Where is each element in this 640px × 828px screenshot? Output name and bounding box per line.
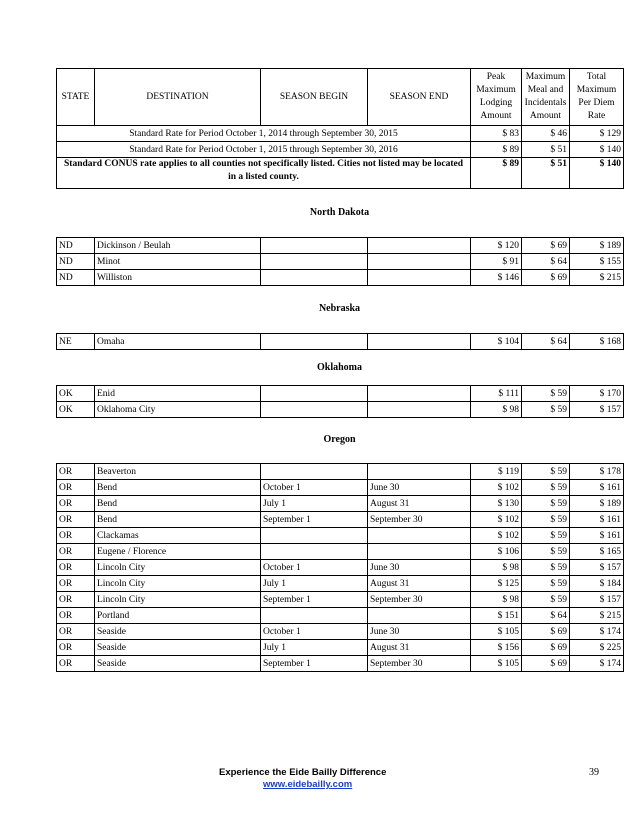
destination-cell: Williston [95, 270, 261, 286]
lodging-cell: $ 120 [471, 238, 522, 254]
season-begin-cell [261, 386, 368, 402]
season-begin-cell [261, 608, 368, 624]
col-header-season-begin: SEASON BEGIN [261, 69, 368, 126]
total-cell: $ 184 [570, 576, 624, 592]
standard-rate-row [57, 142, 624, 158]
destination-cell: Enid [95, 386, 261, 402]
rates-table-oregon [56, 463, 624, 672]
season-begin-cell [261, 544, 368, 560]
page-number: 39 [589, 767, 599, 778]
meals-cell: $ 59 [522, 386, 570, 402]
table-row [57, 270, 624, 286]
total-header-line: Maximum [576, 85, 617, 95]
meals-header-line: Meal and [527, 85, 564, 95]
total-cell: $ 225 [570, 640, 624, 656]
season-end-cell: June 30 [368, 480, 471, 496]
season-begin-cell: October 1 [261, 480, 368, 496]
total-cell: $ 174 [570, 656, 624, 672]
lodging-cell: $ 98 [471, 560, 522, 576]
destination-cell: Clackamas [95, 528, 261, 544]
rates-table-nebraska [56, 333, 624, 350]
conus-meals: $ 51 [522, 158, 570, 189]
meals-cell: $ 69 [522, 238, 570, 254]
footer-link[interactable]: www.eidebailly.com [263, 779, 353, 790]
meals-cell: $ 59 [522, 592, 570, 608]
lodging-header-line: Peak [486, 72, 506, 82]
meals-cell: $ 59 [522, 496, 570, 512]
col-header-state: STATE [57, 69, 95, 126]
conus-rate-label: Standard CONUS rate applies to all counties not specifically listed. Cities not listed may be located in a listed county. [57, 158, 471, 189]
meals-cell: $ 69 [522, 640, 570, 656]
table-row [57, 386, 624, 402]
season-begin-cell [261, 528, 368, 544]
standard-rate-label: Standard Rate for Period October 1, 2014 through September 30, 2015 [57, 126, 471, 142]
lodging-cell: $ 91 [471, 254, 522, 270]
meals-cell: $ 59 [522, 544, 570, 560]
table-row [57, 480, 624, 496]
destination-cell: Lincoln City [95, 592, 261, 608]
destination-cell: Seaside [95, 624, 261, 640]
total-header-line: Rate [587, 111, 606, 121]
state-cell: OR [57, 496, 95, 512]
state-cell: ND [57, 254, 95, 270]
state-cell: OK [57, 386, 95, 402]
state-cell: OK [57, 402, 95, 418]
lodging-cell: $ 105 [471, 624, 522, 640]
table-row [57, 608, 624, 624]
total-cell: $ 157 [570, 560, 624, 576]
lodging-cell: $ 106 [471, 544, 522, 560]
season-end-cell: August 31 [368, 576, 471, 592]
table-row [57, 528, 624, 544]
meals-cell: $ 59 [522, 560, 570, 576]
lodging-cell: $ 98 [471, 402, 522, 418]
state-cell: OR [57, 512, 95, 528]
season-end-cell [368, 386, 471, 402]
state-cell: OR [57, 528, 95, 544]
total-cell: $ 161 [570, 512, 624, 528]
lodging-cell: $ 151 [471, 608, 522, 624]
meals-cell: $ 64 [522, 334, 570, 350]
table-row [57, 576, 624, 592]
col-header-meals [522, 69, 570, 126]
season-begin-cell [261, 464, 368, 480]
season-begin-cell [261, 402, 368, 418]
rates-table-oklahoma [56, 385, 624, 418]
meals-header-line: Maximum [525, 72, 566, 82]
total-cell: $ 161 [570, 528, 624, 544]
lodging-cell: $ 125 [471, 576, 522, 592]
table-row [57, 592, 624, 608]
total-cell: $ 215 [570, 608, 624, 624]
meals-cell: $ 69 [522, 656, 570, 672]
destination-cell: Minot [95, 254, 261, 270]
table-row [57, 624, 624, 640]
table-row [57, 238, 624, 254]
total-cell: $ 161 [570, 480, 624, 496]
season-begin-cell: July 1 [261, 576, 368, 592]
rates-table-north-dakota [56, 237, 624, 286]
total-cell: $ 189 [570, 496, 624, 512]
total-cell: $ 215 [570, 270, 624, 286]
conus-lodging: $ 89 [471, 158, 522, 189]
col-header-total [570, 69, 624, 126]
lodging-cell: $ 130 [471, 496, 522, 512]
header-table [56, 68, 624, 189]
meals-cell: $ 59 [522, 402, 570, 418]
total-cell: $ 168 [570, 334, 624, 350]
season-end-cell [368, 528, 471, 544]
destination-cell: Bend [95, 480, 261, 496]
season-begin-cell [261, 334, 368, 350]
season-end-cell: September 30 [368, 656, 471, 672]
destination-cell: Eugene / Florence [95, 544, 261, 560]
season-begin-cell: September 1 [261, 512, 368, 528]
season-end-cell: August 31 [368, 496, 471, 512]
standard-total: $ 129 [570, 126, 624, 142]
destination-cell: Seaside [95, 656, 261, 672]
total-cell: $ 165 [570, 544, 624, 560]
table-row [57, 560, 624, 576]
state-cell: OR [57, 592, 95, 608]
section-title-oregon: Oregon [323, 434, 356, 445]
conus-rate-row [57, 158, 624, 189]
meals-cell: $ 59 [522, 464, 570, 480]
destination-cell: Oklahoma City [95, 402, 261, 418]
season-begin-cell [261, 254, 368, 270]
state-cell: OR [57, 624, 95, 640]
season-begin-cell: September 1 [261, 592, 368, 608]
total-cell: $ 189 [570, 238, 624, 254]
season-end-cell: June 30 [368, 560, 471, 576]
standard-lodging: $ 89 [471, 142, 522, 158]
total-cell: $ 157 [570, 592, 624, 608]
total-cell: $ 157 [570, 402, 624, 418]
table-row [57, 656, 624, 672]
state-cell: NE [57, 334, 95, 350]
table-row [57, 254, 624, 270]
section-title-nebraska: Nebraska [318, 303, 361, 314]
table-row [57, 334, 624, 350]
state-cell: OR [57, 544, 95, 560]
lodging-header-line: Lodging [479, 98, 513, 108]
total-header-line: Per Diem [578, 98, 615, 108]
total-cell: $ 155 [570, 254, 624, 270]
col-header-lodging [471, 69, 522, 126]
lodging-cell: $ 146 [471, 270, 522, 286]
meals-header-line: Amount [529, 111, 562, 121]
season-end-cell: August 31 [368, 640, 471, 656]
lodging-header-line: Maximum [476, 85, 516, 95]
standard-meals: $ 46 [522, 126, 570, 142]
section-title-oklahoma: Oklahoma [316, 362, 362, 373]
header-row [57, 69, 624, 126]
state-cell: OR [57, 656, 95, 672]
table-row [57, 512, 624, 528]
total-header-line: Total [586, 72, 607, 82]
table-row [57, 544, 624, 560]
meals-cell: $ 59 [522, 480, 570, 496]
season-end-cell: June 30 [368, 624, 471, 640]
season-end-cell [368, 238, 471, 254]
season-begin-cell [261, 270, 368, 286]
meals-header-line: Incidentals [524, 98, 567, 108]
state-cell: OR [57, 464, 95, 480]
state-cell: OR [57, 608, 95, 624]
lodging-cell: $ 98 [471, 592, 522, 608]
destination-cell: Omaha [95, 334, 261, 350]
standard-lodging: $ 83 [471, 126, 522, 142]
destination-cell: Dickinson / Beulah [95, 238, 261, 254]
table-row [57, 640, 624, 656]
destination-cell: Bend [95, 496, 261, 512]
meals-cell: $ 64 [522, 254, 570, 270]
lodging-cell: $ 104 [471, 334, 522, 350]
table-row [57, 496, 624, 512]
standard-rate-row [57, 126, 624, 142]
lodging-cell: $ 102 [471, 512, 522, 528]
state-cell: OR [57, 640, 95, 656]
state-cell: ND [57, 238, 95, 254]
destination-cell: Lincoln City [95, 576, 261, 592]
meals-cell: $ 69 [522, 624, 570, 640]
lodging-cell: $ 156 [471, 640, 522, 656]
season-begin-cell: July 1 [261, 496, 368, 512]
meals-cell: $ 64 [522, 608, 570, 624]
standard-total: $ 140 [570, 142, 624, 158]
state-cell: OR [57, 480, 95, 496]
destination-cell: Portland [95, 608, 261, 624]
destination-cell: Bend [95, 512, 261, 528]
total-cell: $ 170 [570, 386, 624, 402]
table-row [57, 402, 624, 418]
meals-cell: $ 69 [522, 270, 570, 286]
state-cell: OR [57, 560, 95, 576]
season-end-cell [368, 270, 471, 286]
destination-cell: Lincoln City [95, 560, 261, 576]
season-end-cell [368, 544, 471, 560]
season-end-cell [368, 334, 471, 350]
section-title-north-dakota: North Dakota [309, 207, 370, 218]
meals-cell: $ 59 [522, 576, 570, 592]
standard-meals: $ 51 [522, 142, 570, 158]
state-cell: ND [57, 270, 95, 286]
footer-tagline: Experience the Eide Bailly Difference [219, 767, 387, 778]
lodging-header-line: Amount [480, 111, 512, 121]
lodging-cell: $ 119 [471, 464, 522, 480]
col-header-destination: DESTINATION [95, 69, 261, 126]
season-end-cell [368, 464, 471, 480]
season-begin-cell: October 1 [261, 624, 368, 640]
season-begin-cell [261, 238, 368, 254]
season-begin-cell: September 1 [261, 656, 368, 672]
destination-cell: Beaverton [95, 464, 261, 480]
state-cell: OR [57, 576, 95, 592]
season-begin-cell: October 1 [261, 560, 368, 576]
col-header-season-end: SEASON END [368, 69, 471, 126]
destination-cell: Seaside [95, 640, 261, 656]
meals-cell: $ 59 [522, 528, 570, 544]
conus-total: $ 140 [570, 158, 624, 189]
season-end-cell [368, 608, 471, 624]
season-begin-cell: July 1 [261, 640, 368, 656]
total-cell: $ 174 [570, 624, 624, 640]
standard-rate-label: Standard Rate for Period October 1, 2015 through September 30, 2016 [57, 142, 471, 158]
season-end-cell: September 30 [368, 592, 471, 608]
table-row [57, 464, 624, 480]
total-cell: $ 178 [570, 464, 624, 480]
season-end-cell [368, 402, 471, 418]
lodging-cell: $ 102 [471, 528, 522, 544]
lodging-cell: $ 105 [471, 656, 522, 672]
season-end-cell: September 30 [368, 512, 471, 528]
season-end-cell [368, 254, 471, 270]
lodging-cell: $ 111 [471, 386, 522, 402]
lodging-cell: $ 102 [471, 480, 522, 496]
meals-cell: $ 59 [522, 512, 570, 528]
